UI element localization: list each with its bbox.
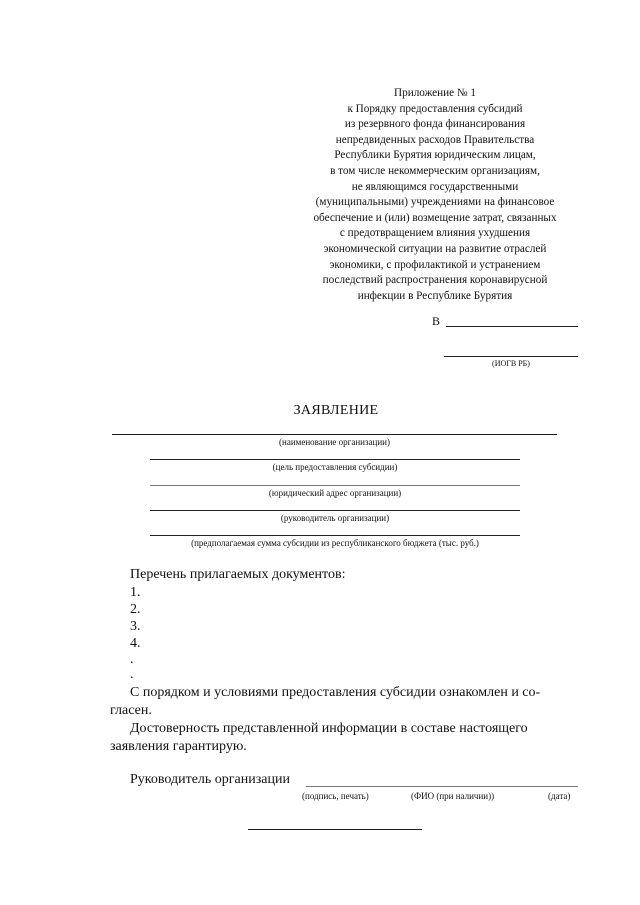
- guarantee-paragraph-line: заявления гарантирую.: [110, 739, 247, 754]
- appendix-line: не являющимся государственными: [351, 180, 519, 193]
- field-line-address[interactable]: [150, 485, 520, 486]
- documents-item: .: [130, 667, 134, 682]
- appendix-line: Республики Бурятия юридическим лицам,: [334, 149, 536, 162]
- addressee-prefix: В: [432, 314, 441, 328]
- document-title: ЗАЯВЛЕНИЕ: [293, 403, 379, 418]
- field-line-purpose[interactable]: [150, 459, 520, 460]
- documents-item: 3.: [130, 619, 141, 634]
- field-line-organization[interactable]: [112, 434, 557, 435]
- field-line-head[interactable]: [150, 510, 520, 511]
- addressee-authority-line[interactable]: [444, 356, 578, 357]
- signature-label: Руководитель организации: [130, 772, 290, 787]
- consent-paragraph: [110, 684, 578, 720]
- documents-item: 4.: [130, 636, 141, 651]
- documents-item: 1.: [130, 585, 141, 600]
- appendix-line: последствий распространения коронавирусной: [322, 274, 548, 287]
- guarantee-paragraph-line: Достоверность представленной информации в составе настоящего: [130, 721, 528, 736]
- addressee-blank-line[interactable]: [446, 326, 578, 327]
- appendix-line: экономики, с профилактикой и устранением: [329, 258, 541, 271]
- field-caption-organization: (наименование организации): [279, 437, 390, 447]
- signature-caption-date: (дата): [548, 791, 571, 801]
- signature-caption-sign: (подпись, печать): [302, 791, 369, 801]
- appendix-line: с предотвращением влияния ухудшения: [339, 227, 531, 240]
- field-caption-amount: (предполагаемая сумма субсидии из республиканского бюджета (тыс. руб.): [191, 538, 479, 548]
- appendix-line: экономической ситуации на развитие отраслей: [323, 242, 547, 255]
- closing-separator: [248, 829, 422, 830]
- appendix-line: Приложение № 1: [394, 87, 476, 99]
- field-caption-head: (руководитель организации): [280, 513, 390, 523]
- consent-paragraph-line: С порядком и условиями предоставления субсидии ознакомлен и со-: [130, 685, 541, 700]
- appendix-line: к Порядку предоставления субсидий: [347, 102, 523, 115]
- appendix-line: (муниципальными) учреждениями на финансовое: [315, 196, 555, 209]
- addressee-caption: (ИОГВ РБ): [492, 359, 530, 368]
- appendix-line: непредвиденных расходов Правительства: [335, 133, 535, 146]
- field-line-amount[interactable]: [150, 535, 520, 536]
- documents-item: 2.: [130, 602, 141, 617]
- field-caption-purpose: (цель предоставления субсидии): [272, 462, 398, 472]
- appendix-header: [290, 86, 580, 304]
- appendix-line: в том числе некоммерческим организациям,: [330, 164, 540, 177]
- appendix-line: из резервного фонда финансирования: [344, 118, 526, 131]
- documents-item: .: [130, 652, 134, 667]
- consent-paragraph-line: гласен.: [110, 703, 152, 718]
- signature-line[interactable]: [306, 786, 578, 787]
- field-caption-address: (юридический адрес организации): [268, 488, 402, 498]
- appendix-line: инфекции в Республике Бурятия: [357, 289, 513, 302]
- guarantee-paragraph: [110, 720, 578, 756]
- appendix-line: обеспечение и (или) возмещение затрат, связанных: [313, 211, 557, 224]
- documents-heading: Перечень прилагаемых документов:: [130, 567, 346, 582]
- signature-caption-name: (ФИО (при наличии)): [411, 791, 495, 801]
